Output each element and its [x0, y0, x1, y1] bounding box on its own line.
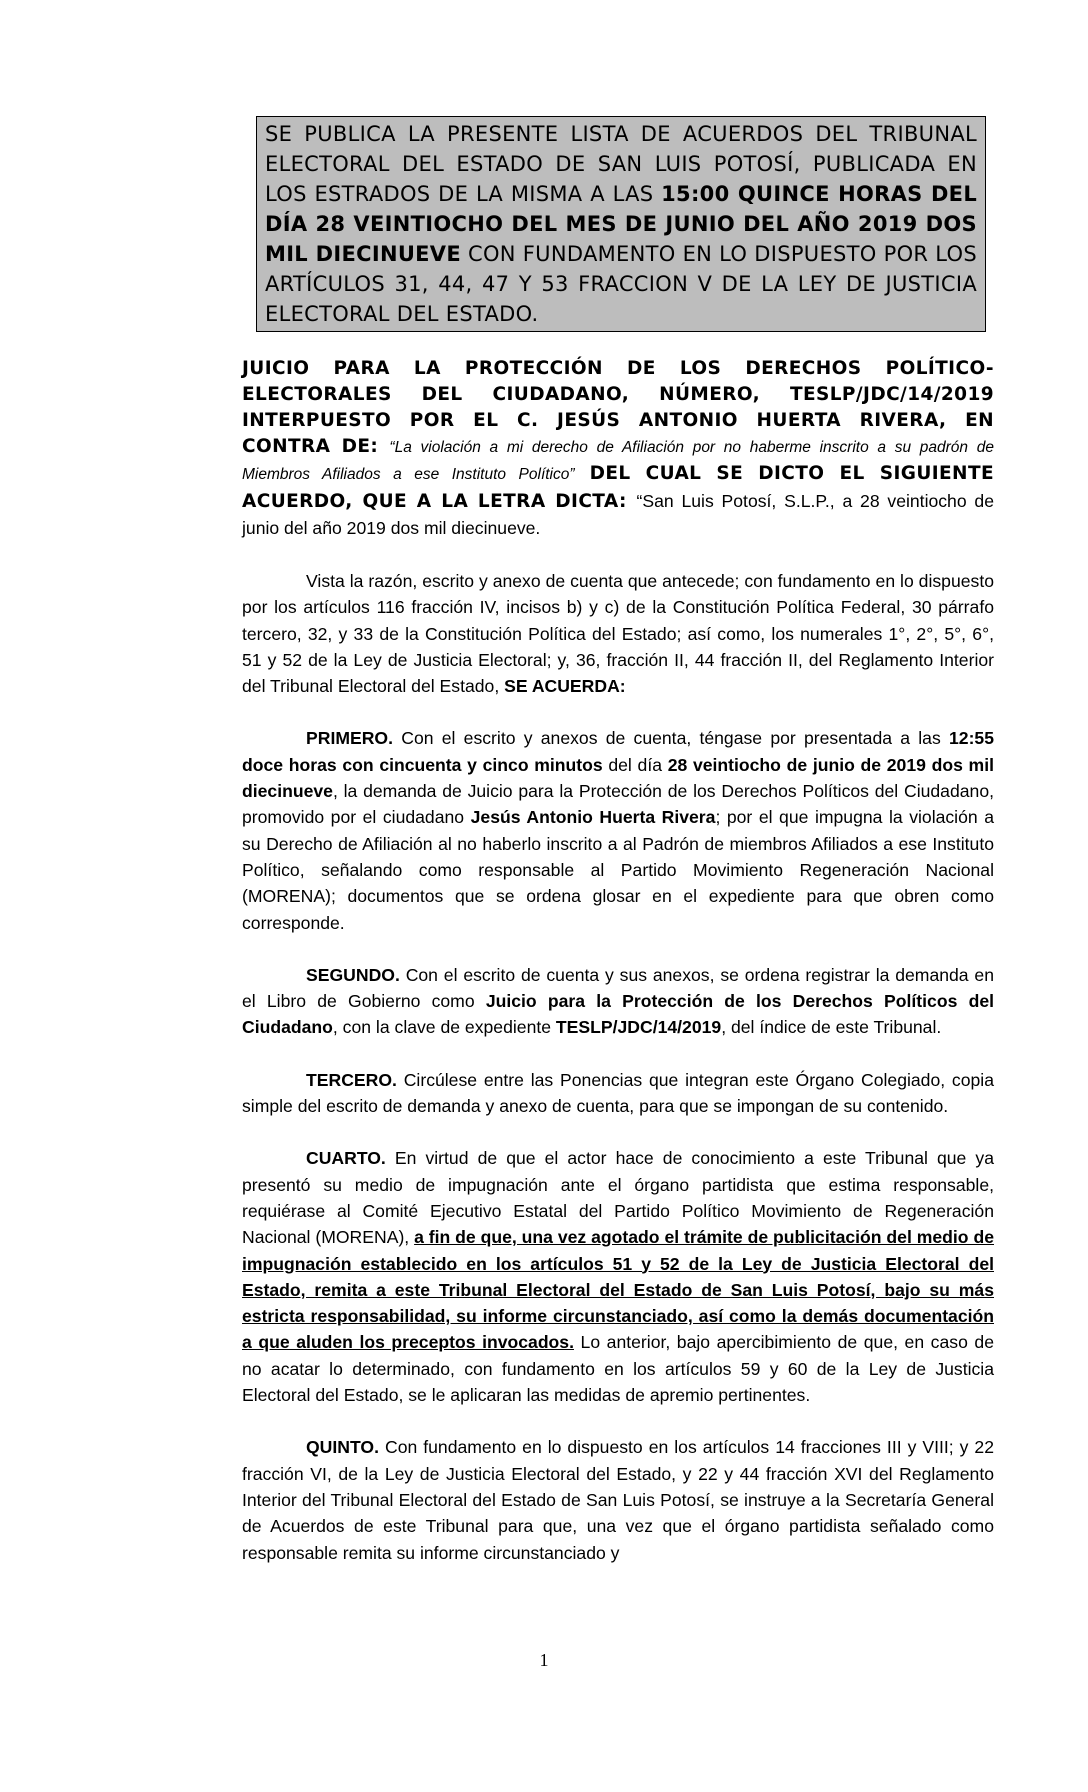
segundo-case-number: TESLP/JDC/14/2019	[555, 1017, 722, 1038]
cuarto-underlined-order: a fin de que, una vez agotado el trámite de publicitación del medio de impugnación establecido en los artículos 51 y 52 de la Ley de Justicia Electoral del Estado, remita a este Tribunal Electoral del Estado de San Luis Potosí, bajo su más estricta responsabilidad, su informe circunstanciado, así como la demás documentación a que aluden los preceptos invocados.	[242, 1227, 994, 1353]
case-claim-quote: “La violación a mi derecho de Afiliación por no haberme inscrito a su padrón de Miembros Afiliados a ese Instituto Político”	[242, 439, 994, 483]
quinto-text: Con fundamento en lo dispuesto en los artículos 14 fracciones III y VIII; y 22 fracción VI, de la Ley de Justicia Electoral del Estado, y 22 y 44 fracción XVI del Reglamento Interior del Tribunal Electoral del Estado de San Luis Potosí, se instruye a la Secretaría General de Acuerdos de este Tribunal para que, una vez que el órgano partidista señalado como responsable remita su informe circunstanciado y	[242, 1437, 994, 1563]
vista-text: Vista la razón, escrito y anexo de cuenta que antecede; con fundamento en lo dispuesto por los artículos 116 fracción IV, incisos b) y c) de la Constitución Política Federal, 30 párrafo tercero, 32, y 33 de la Constitución Política del Estado; así como, los numerales 1°, 2°, 5°, 6°, 51 y 52 de la Ley de Justicia Electoral; y, 36, fracción II, 44 fracción II, del Reglamento Interior del Tribunal Electoral del Estado,	[242, 571, 994, 697]
segundo-text-1: Con el escrito de cuenta y sus anexos, se ordena registrar la demanda en el Libro de Gobierno como	[242, 964, 994, 1012]
publication-notice-box	[256, 116, 986, 332]
case-heading-title: JUICIO PARA LA PROTECCIÓN DE LOS DERECHOS POLÍTICO-ELECTORALES DEL CIUDADANO, NÚMERO, TESLP/JDC/14/2019 INTERPUESTO POR EL C. JESÚS ANTONIO HUERTA RIVERA, EN CONTRA DE:	[242, 358, 994, 457]
notice-text-2: CON FUNDAMENTO EN LO DISPUESTO POR LOS ARTÍCULOS 31, 44, 47 Y 53 FRACCION V DE LA LEY DE JUSTICIA ELECTORAL DEL ESTADO.	[265, 242, 977, 326]
paragraph-vista	[242, 568, 994, 699]
case-heading-acuerdo: DEL CUAL SE DICTO EL SIGUIENTE ACUERDO, QUE A LA LETRA DICTA:	[242, 463, 994, 512]
primero-text-1: Con el escrito y anexos de cuenta, téngase por presentada a las	[393, 728, 949, 749]
segundo-label: SEGUNDO.	[306, 964, 400, 985]
paragraph-cuarto	[242, 1145, 994, 1408]
primero-time: 12:55 doce horas con cincuenta y cinco minutos	[242, 728, 994, 775]
paragraph-primero	[242, 725, 994, 935]
primero-text-4: ; por el que impugna la violación a su Derecho de Afiliación al no haberlo inscrito a al Padrón de miembros Afiliados a ese Instituto Político, señalando como responsable al Partido Movimiento Regeneración Nacional (MORENA); documentos que se ordena glosar en el expediente para que obren como corresponde.	[242, 807, 994, 933]
paragraph-tercero	[242, 1067, 994, 1120]
primero-text-3: , la demanda de Juicio para la Protección de los Derechos Políticos del Ciudadano, promovido por el ciudadano	[242, 781, 994, 828]
cuarto-text-2: Lo anterior, bajo apercibimiento de que, en caso de no acatar lo determinado, con fundamento en los artículos 59 y 60 de la Ley de Justicia Electoral del Estado, se le aplicaran las medidas de apremio pertinentes.	[242, 1332, 994, 1406]
case-date: “San Luis Potosí, S.L.P., a 28 veintiocho de junio del año 2019 dos mil diecinueve.	[242, 491, 994, 538]
primero-date: 28 veintiocho de junio de 2019 dos mil diecinueve	[242, 754, 994, 802]
tercero-label: TERCERO.	[306, 1069, 397, 1090]
paragraph-quinto	[242, 1434, 994, 1565]
tercero-text: Circúlese entre las Ponencias que integran este Órgano Colegiado, copia simple del escrito de demanda y anexo de cuenta, para que se impongan de su contenido.	[242, 1069, 994, 1117]
primero-label: PRIMERO.	[306, 728, 393, 749]
segundo-text-3: , del índice de este Tribunal.	[721, 1017, 942, 1038]
primero-actor-name: Jesús Antonio Huerta Rivera	[470, 807, 716, 828]
notice-time-date: 15:00 QUINCE HORAS DEL DÍA 28 VEINTIOCHO DEL MES DE JUNIO DEL AÑO 2019 DOS MIL DIECINUEVE	[265, 182, 978, 266]
segundo-case-type: Juicio para la Protección de los Derechos Políticos del Ciudadano	[242, 991, 994, 1038]
segundo-text-2: , con la clave de expediente	[332, 1017, 556, 1038]
quinto-label: QUINTO.	[306, 1437, 379, 1458]
page-number: 1	[539, 1650, 549, 1670]
cuarto-text-1: En virtud de que el actor hace de conocimiento a este Tribunal que ya presentó su medio de impugnación ante el órgano partidista que estima responsable, requiérase al Comité Ejecutivo Estatal del Partido Político Movimiento de Regeneración Nacional (MORENA),	[242, 1148, 994, 1248]
notice-text-1: SE PUBLICA LA PRESENTE LISTA DE ACUERDOS DEL TRIBUNAL ELECTORAL DEL ESTADO DE SAN LUIS POTOSÍ, PUBLICADA EN LOS ESTRADOS DE LA MISMA A LAS	[265, 122, 977, 206]
case-heading	[242, 356, 994, 542]
vista-se-acuerda: SE ACUERDA:	[504, 676, 626, 697]
primero-text-2: del día	[602, 754, 668, 775]
document-body	[242, 356, 994, 1566]
cuarto-label: CUARTO.	[306, 1148, 386, 1169]
paragraph-segundo	[242, 962, 994, 1041]
